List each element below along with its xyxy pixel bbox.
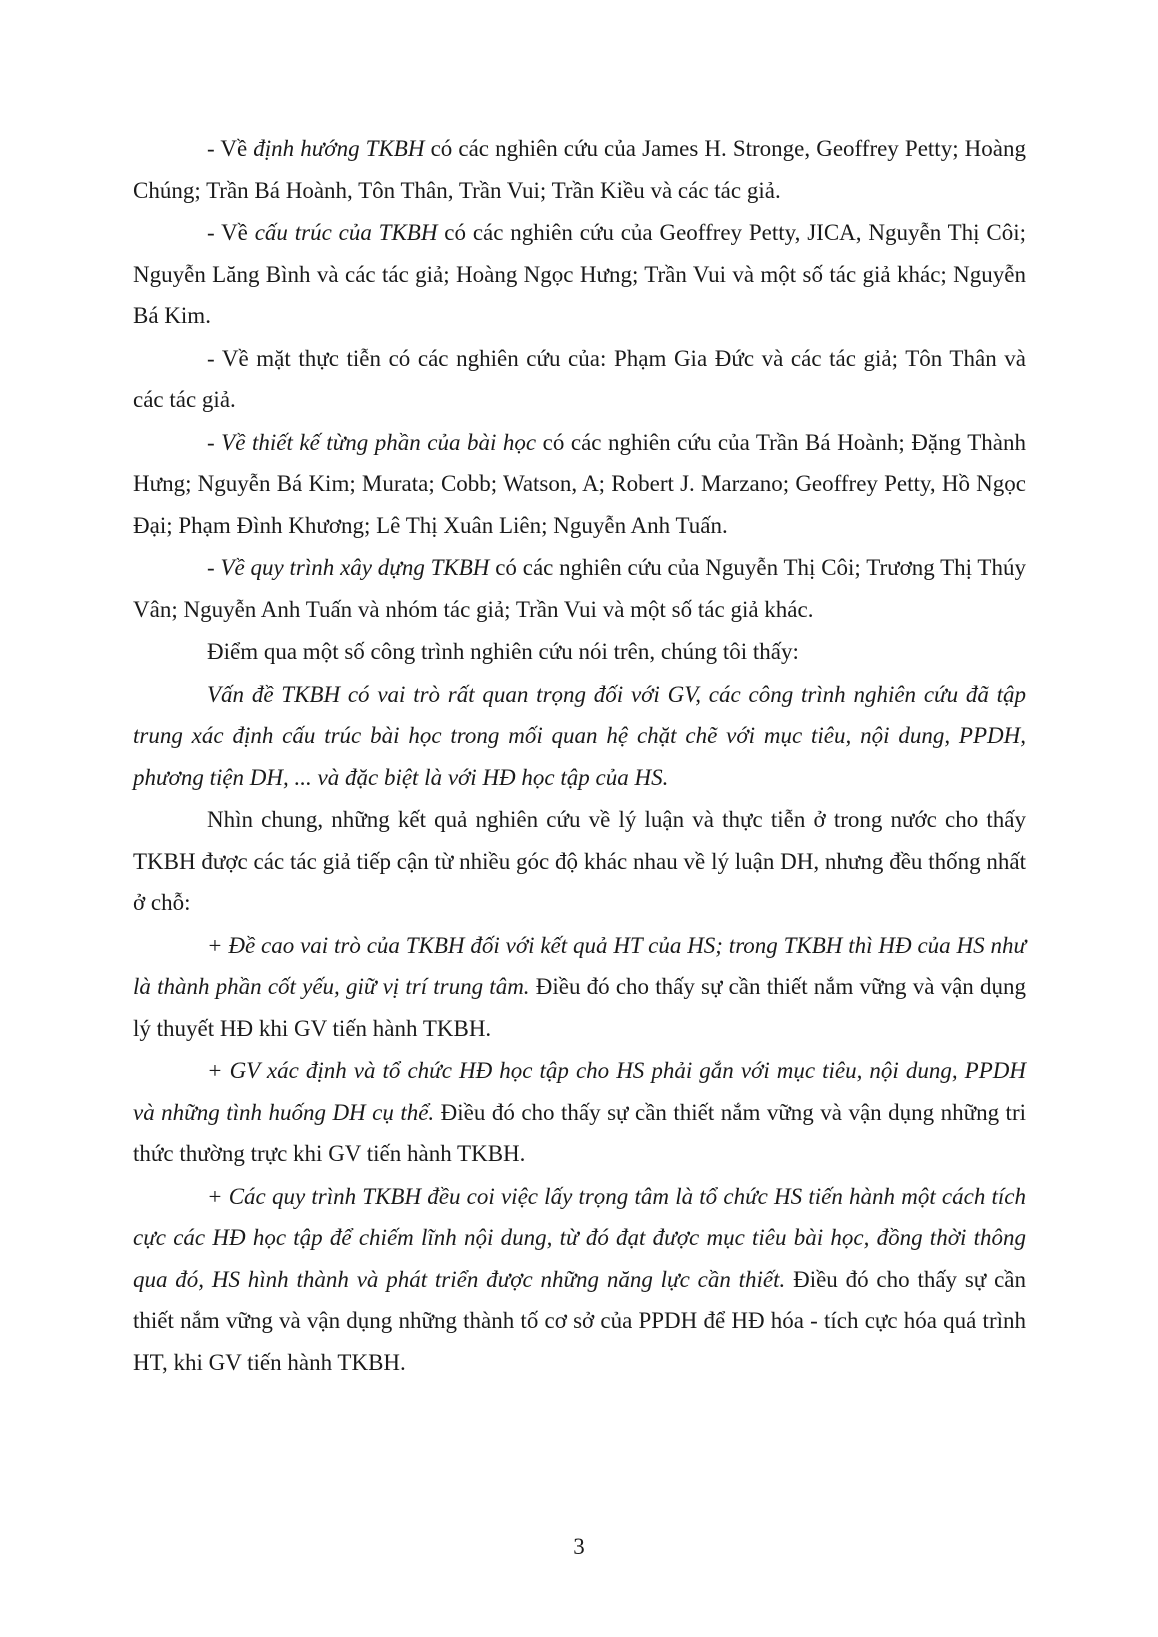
text-run: Điều đó cho thấy sự cần thiết nắm vững và vận dụng những tri thức thường trực khi GV tiến hành TKBH. [133,1099,1026,1166]
text-run: có các nghiên cứu của James H. Stronge, Geoffrey Petty; Hoàng Chúng; Trần Bá Hoành, Tôn Thân, Trần Vui; Trần Kiều và các tác giả. [133,136,1026,203]
text-run: - Về [207,220,255,245]
text-run-italic: cấu trúc của TKBH [254,220,438,245]
text-run: Điều đó cho thấy sự cần thiết nắm vững và vận dụng những thành tố cơ sở của PPDH để HĐ hóa - tích cực hóa quá trình HT, khi GV tiến hành TKBH. [133,1266,1026,1375]
paragraph-huong-tkbh [133,128,1026,211]
page-number: 3 [573,1534,585,1559]
text-run-italic: Về quy trình xây dựng TKBH [220,555,490,580]
paragraph-quy-trinh [133,547,1026,630]
paragraph-thuc-tien [133,338,1026,421]
text-run-italic: + Đề cao vai trò của TKBH đối với kết quả HT của HS; trong TKBH thì HĐ của HS như là thành phần cốt yếu, giữ vị trí trung tâm. [133,932,1026,999]
paragraph-thiet-ke-tung-phan [133,422,1026,547]
text-run: - [207,555,221,580]
text-run-italic: - Về thiết kế từng phần của bài học [207,429,537,455]
paragraph-de-cao-vai-tro [133,925,1026,1050]
text-run: - Về [207,136,254,161]
paragraph-gv-xac-dinh [133,1050,1026,1175]
text-run: có các nghiên cứu của Trần Bá Hoành; Đặng Thành Hưng; Nguyễn Bá Kim; Murata; Cobb; Watson, A; Robert J. Marzano; Geoffrey Petty, Hồ Ngọc Đại; Phạm Đình Khương; Lê Thị Xuân Liên; Nguyễn Anh Tuấn. [133,429,1026,538]
text-run-italic: + Các quy trình TKBH đều coi việc lấy trọng tâm là tổ chức HS tiến hành một cách tích cực các HĐ học tập để chiếm lĩnh nội dung, từ đó đạt được mục tiêu bài học, đồng thời thông qua đó, HS hình thành và phát triển được những năng lực cần thiết. [133,1183,1026,1292]
paragraph-diem-qua [133,631,1026,673]
paragraph-nhin-chung [133,799,1026,924]
text-run-italic: định hướng TKBH [253,136,425,161]
text-run-italic: Vấn đề TKBH có vai trò rất quan trọng đối với GV, các công trình nghiên cứu đã tập trung xác định cấu trúc bài học trong mối quan hệ chặt chẽ với mục tiêu, nội dung, PPDH, phương tiện DH, ... và đặc biệt là với HĐ học tập của HS. [133,681,1026,790]
text-run: - Về mặt thực tiễn có các nghiên cứu của: Phạm Gia Đức và các tác giả; Tôn Thân và các tác giả. [133,345,1026,412]
text-run: có các nghiên cứu của Nguyễn Thị Côi; Trương Thị Thúy Vân; Nguyễn Anh Tuấn và nhóm tác giả; Trần Vui và một số tác giả khác. [133,555,1026,622]
text-run: Điểm qua một số công trình nghiên cứu nói trên, chúng tôi thấy: [207,639,799,664]
text-run: Điều đó cho thấy sự cần thiết nắm vững và vận dụng lý thuyết HĐ khi GV tiến hành TKBH. [133,974,1026,1041]
text-run: có các nghiên cứu của Geoffrey Petty, JICA, Nguyễn Thị Côi; Nguyễn Lăng Bình và các tác giả; Hoàng Ngọc Hưng; Trần Vui và một số tác giả khác; Nguyễn Bá Kim. [133,220,1026,328]
paragraph-cac-quy-trinh [133,1176,1026,1384]
text-run: Nhìn chung, những kết quả nghiên cứu về lý luận và thực tiễn ở trong nước cho thấy TKBH được các tác giả tiếp cận từ nhiều góc độ khác nhau về lý luận DH, nhưng đều thống nhất ở chỗ: [133,807,1026,915]
document-body [133,128,1026,1383]
text-run-italic: + GV xác định và tổ chức HĐ học tập cho HS phải gắn với mục tiêu, nội dung, PPDH và những tình huống DH cụ thể. [133,1058,1026,1125]
paragraph-van-de-tkbh [133,674,1026,799]
paragraph-cau-truc-tkbh [133,212,1026,337]
